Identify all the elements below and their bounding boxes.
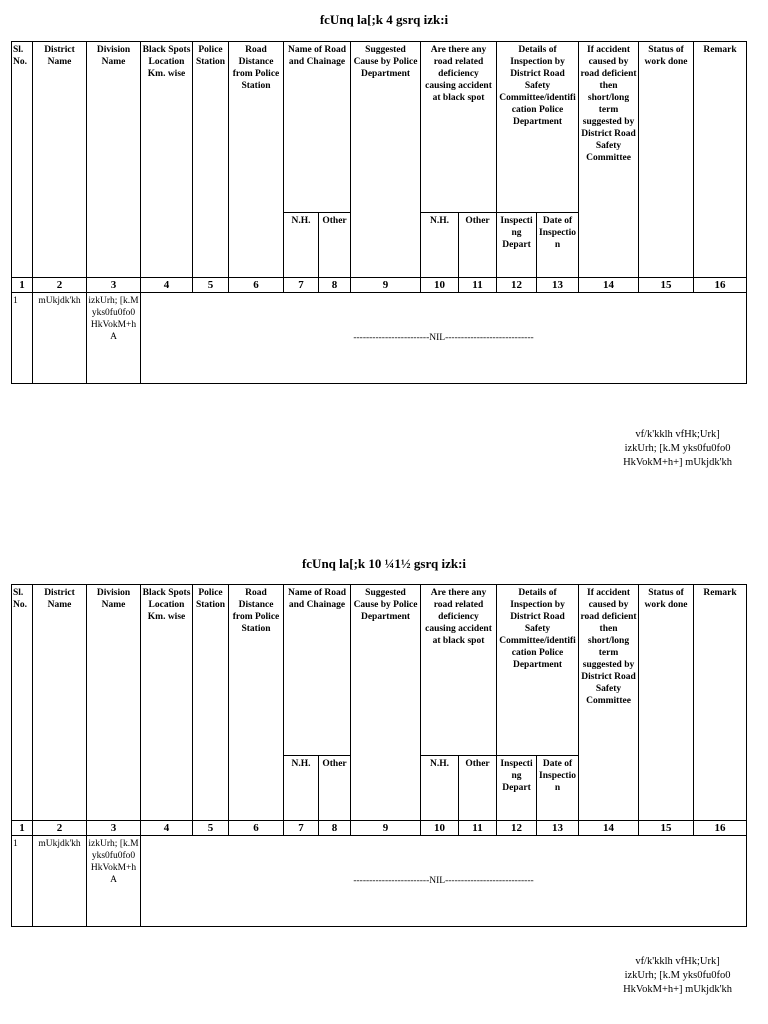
col-number: 9 — [351, 278, 421, 293]
row-division: izkUrh; [k.M yks0fu0fo0 HkVokM+hA — [87, 293, 141, 384]
table-row — [12, 836, 747, 927]
row-sl: 1 — [12, 836, 33, 927]
col-number: 9 — [351, 821, 421, 836]
signature-line: vf/k'kklh vfHk;Urk] — [635, 956, 720, 967]
header-nh: N.H. — [284, 756, 319, 821]
header-road-distance: Road Distance from Police Station — [229, 42, 284, 278]
header-suggested-cause: Suggested Cause by Police Department — [351, 585, 421, 821]
col-number: 1 — [12, 821, 33, 836]
header-nh: N.H. — [284, 213, 319, 278]
col-number: 7 — [284, 278, 319, 293]
col-number: 16 — [694, 278, 747, 293]
table-row — [12, 293, 747, 384]
col-number: 1 — [12, 278, 33, 293]
col-number: 8 — [319, 278, 351, 293]
header-district: District Name — [33, 42, 87, 278]
header-nh-2: N.H. — [421, 756, 459, 821]
signature-block-1 — [623, 428, 732, 470]
col-number: 6 — [229, 821, 284, 836]
col-number: 5 — [193, 278, 229, 293]
header-division: Division Name — [87, 585, 141, 821]
header-inspecting-depart: Inspecting Depart — [497, 213, 537, 278]
header-inspection-details: Details of Inspection by District Road Safety Committee/identification Police Department — [497, 42, 579, 213]
col-number: 10 — [421, 821, 459, 836]
col-number: 11 — [459, 821, 497, 836]
header-remark: Remark — [694, 42, 747, 278]
signature-line: vf/k'kklh vfHk;Urk] — [635, 429, 720, 440]
col-number: 13 — [537, 821, 579, 836]
header-other: Other — [319, 213, 351, 278]
signature-line: izkUrh; [k.M yks0fu0fo0 — [624, 970, 731, 981]
col-number: 11 — [459, 278, 497, 293]
header-division: Division Name — [87, 42, 141, 278]
col-number: 2 — [33, 278, 87, 293]
header-deficiency: Are there any road related deficiency causing accident at black spot — [421, 42, 497, 213]
header-sl-no: Sl. No. — [12, 42, 33, 278]
row-district: mUkjdk'kh — [33, 293, 87, 384]
header-other-2: Other — [459, 213, 497, 278]
signature-line: izkUrh; [k.M yks0fu0fo0 — [624, 443, 731, 454]
col-number: 7 — [284, 821, 319, 836]
row-district: mUkjdk'kh — [33, 836, 87, 927]
header-if-accident: If accident caused by road deficient then short/long term suggested by District Road Safety Committee — [579, 585, 639, 821]
header-police-station: Police Station — [193, 585, 229, 821]
header-sl-no: Sl. No. — [12, 585, 33, 821]
row-division: izkUrh; [k.M yks0fu0fo0 HkVokM+hA — [87, 836, 141, 927]
header-inspecting-depart: Inspecting Depart — [497, 756, 537, 821]
col-number: 3 — [87, 821, 141, 836]
header-status: Status of work done — [639, 42, 694, 278]
header-other: Other — [319, 756, 351, 821]
header-nh-2: N.H. — [421, 213, 459, 278]
header-inspection-details: Details of Inspection by District Road Safety Committee/identification Police Department — [497, 585, 579, 756]
header-black-spots: Black Spots Location Km. wise — [141, 585, 193, 821]
header-remark: Remark — [694, 585, 747, 821]
col-number: 15 — [639, 821, 694, 836]
row-sl: 1 — [12, 293, 33, 384]
header-status: Status of work done — [639, 585, 694, 821]
form-title-2: fcUnq la[;k 10 ¼1½ gsrq izk:i — [301, 556, 467, 571]
col-number: 8 — [319, 821, 351, 836]
header-name-of-road: Name of Road and Chainage — [284, 42, 351, 213]
col-number: 6 — [229, 278, 284, 293]
header-date-of-inspection: Date of Inspection — [537, 213, 579, 278]
signature-line: HkVokM+h+] mUkjdk'kh — [623, 457, 732, 468]
col-number: 4 — [141, 821, 193, 836]
header-if-accident: If accident caused by road deficient then short/long term suggested by District Road Safety Committee — [579, 42, 639, 278]
col-number: 3 — [87, 278, 141, 293]
form-title-1: fcUnq la[;k 4 gsrq izk:i — [319, 12, 449, 27]
col-number: 12 — [497, 821, 537, 836]
col-number: 16 — [694, 821, 747, 836]
col-number: 15 — [639, 278, 694, 293]
col-number: 13 — [537, 278, 579, 293]
signature-line: HkVokM+h+] mUkjdk'kh — [623, 984, 732, 995]
header-name-of-road: Name of Road and Chainage — [284, 585, 351, 756]
header-police-station: Police Station — [193, 42, 229, 278]
col-number: 14 — [579, 278, 639, 293]
col-number: 2 — [33, 821, 87, 836]
blackspot-table-2 — [11, 584, 747, 927]
col-number: 5 — [193, 821, 229, 836]
row-nil: ------------------------NIL---------------------------- — [141, 293, 747, 384]
header-other-2: Other — [459, 756, 497, 821]
col-number: 10 — [421, 278, 459, 293]
header-deficiency: Are there any road related deficiency causing accident at black spot — [421, 585, 497, 756]
header-suggested-cause: Suggested Cause by Police Department — [351, 42, 421, 278]
row-nil: ------------------------NIL---------------------------- — [141, 836, 747, 927]
header-date-of-inspection: Date of Inspection — [537, 756, 579, 821]
signature-block-2 — [623, 955, 732, 997]
col-number: 14 — [579, 821, 639, 836]
col-number: 4 — [141, 278, 193, 293]
header-black-spots: Black Spots Location Km. wise — [141, 42, 193, 278]
blackspot-table-1 — [11, 41, 747, 384]
header-district: District Name — [33, 585, 87, 821]
header-road-distance: Road Distance from Police Station — [229, 585, 284, 821]
col-number: 12 — [497, 278, 537, 293]
